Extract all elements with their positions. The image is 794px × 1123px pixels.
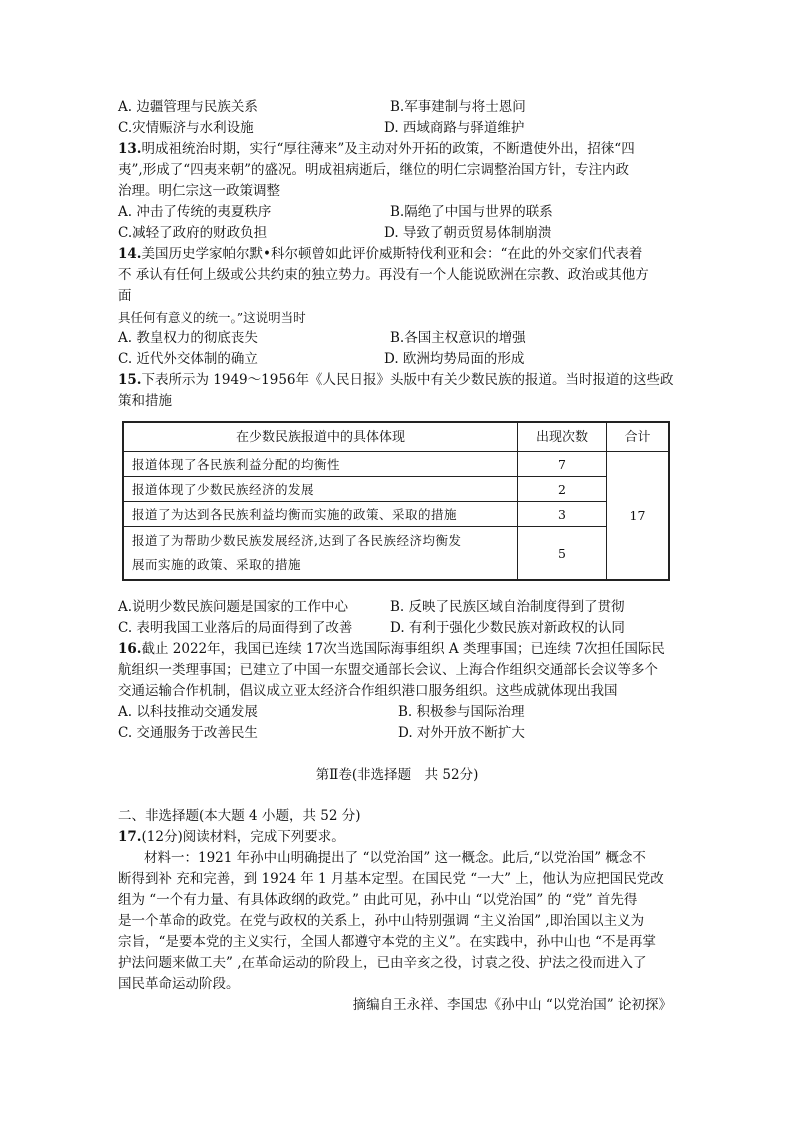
- q17-source-citation: 摘编自王永祥、李国忠《孙中山 “以党治国” 论初探》: [352, 997, 672, 1013]
- q14-option-b: B.各国主权意识的增强: [390, 330, 526, 346]
- table-header-desc: 在少数民族报道中的具体体现: [123, 422, 518, 452]
- q16-stem-line-3: 交通运输合作机制，倡议成立亚太经济合作组织港口服务组织。这些成就体现出我国: [118, 683, 618, 699]
- table-cell-desc-line-2: 展而实施的政策、采取的措施: [132, 557, 302, 572]
- table-cell-desc: [123, 527, 518, 581]
- q12-option-a: A. 边疆管理与民族关系: [118, 99, 258, 115]
- q17-material-line-5: 宗旨，“是要本党的主义实行，全国人都遵守本党的主义”。在实践中，孙中山也 “不是再掌: [118, 934, 656, 950]
- question-number: 14.: [118, 246, 142, 262]
- section-2-heading: 二、非选择题(本大题 4 小题，共 52 分): [118, 808, 361, 824]
- q14-stem-line-3: 面: [118, 288, 132, 304]
- q13-stem-line-1: 13.明成祖统治时期，实行“厚往薄来”及主动对外开拓的政策，不断遣使外出，招徕“四: [118, 141, 635, 157]
- q14-stem-line-1: 14.美国历史学家帕尔默•科尔顿曾如此评价威斯特伐利亚和会：“在此的外交家们代表着: [118, 246, 643, 262]
- q12-option-c: C.灾情赈济与水利设施: [118, 120, 254, 136]
- table-row: [123, 527, 669, 581]
- table-cell-count: 7: [518, 452, 607, 477]
- q17-material-line-6: 护法问题来做工夫” ,在革命运动的阶段上，已由辛亥之役，讨袁之役、护法之役而进入了: [118, 955, 647, 971]
- table-cell-desc-line-1: 报道了为帮助少数民族发展经济,达到了各民族经济均衡发: [132, 533, 462, 548]
- q15-option-b: B. 反映了民族区域自治制度得到了贯彻: [390, 599, 625, 615]
- table-header-row: [123, 422, 669, 452]
- q16-option-b: B. 积极参与国际治理: [398, 704, 525, 720]
- q13-option-c: C.减轻了政府的财政负担: [118, 225, 268, 241]
- q17-material-line-2: 断得到补 充和完善，到 1924 年 1 月基本定型。在国民党 “一大” 上，他认为应把国民党改: [118, 871, 664, 887]
- table-cell-desc: 报道体现了少数民族经济的发展: [123, 477, 518, 502]
- table-row: [123, 452, 669, 477]
- q14-option-d: D. 欧洲均势局面的形成: [384, 351, 525, 367]
- table-row: [123, 502, 669, 527]
- q13-option-b: B.隔绝了中国与世界的联系: [390, 204, 553, 220]
- question-number: 15.: [118, 372, 142, 388]
- question-number: 17.: [118, 829, 142, 845]
- q13-option-a: A. 冲击了传统的夷夏秩序: [118, 204, 272, 220]
- q16-stem-line-2: 航组织一类理事国；已建立了中国一东盟交通部长会议、上海合作组织交通部长会议等多个: [118, 662, 658, 678]
- q16-option-a: A. 以科技推动交通发展: [118, 704, 258, 720]
- q12-option-b: B.军事建制与将士恩问: [390, 99, 526, 115]
- part-2-title: 第Ⅱ卷(非选择题 共 52分): [315, 767, 479, 783]
- q13-stem-line-3: 治理。明仁宗这一政策调整: [118, 183, 280, 199]
- table-cell-total: 17: [607, 452, 670, 581]
- q17-heading: 17.(12分)阅读材料，完成下列要求。: [118, 829, 345, 845]
- question-number: 16.: [118, 641, 142, 657]
- table-header-total: 合计: [607, 422, 670, 452]
- q16-stem-line-1: 16.截止 2022年，我国已连续 17次当选国际海事组织 A 类理事国；已连续 7次担任国际民: [118, 641, 665, 657]
- table-cell-count: 2: [518, 477, 607, 502]
- q14-stem-line-2: 不 承认有任何上级或公共约束的独立势力。再没有一个人能说欧洲在宗教、政治或其他方: [118, 267, 649, 283]
- q17-material-line-4: 是一个革命的政党。在党与政权的关系上，孙中山特别强调 “主义治国” ,即治国以主义为: [118, 913, 645, 929]
- q12-option-d: D. 西域商路与驿道维护: [384, 120, 525, 136]
- q16-option-c: C. 交通服务于改善民生: [118, 725, 258, 741]
- q15-option-c: C. 表明我国工业落后的局面得到了改善: [118, 620, 353, 636]
- q14-option-c: C. 近代外交体制的确立: [118, 351, 258, 367]
- table-cell-count: 5: [518, 527, 607, 581]
- q15-option-a: A.说明少数民族问题是国家的工作中心: [118, 599, 349, 615]
- q15-stem-line-1: 15.下表所示为 1949～1956年《人民日报》头版中有关少数民族的报道。当时报道的这些政: [118, 372, 674, 388]
- q14-stem-line-4: 具任何有意义的统一。”这说明当时: [118, 310, 306, 325]
- q15-option-d: D. 有利于强化少数民族对新政权的认同: [390, 620, 625, 636]
- q17-material-line-7: 国民革命运动阶段。: [118, 976, 240, 992]
- q17-material-line-1: 材料一：1921 年孙中山明确提出了 “以党治国” 这一概念。此后,“以党治国” 概念不: [144, 850, 646, 866]
- q15-stem-line-2: 策和措施: [118, 393, 172, 409]
- q17-material-line-3: 组为 “一个有力量、有具体政纲的政党。” 由此可见，孙中山 “以党治国” 的 “党” 首先得: [118, 892, 638, 908]
- q15-data-table: [122, 421, 670, 581]
- table-header-count: 出现次数: [518, 422, 607, 452]
- table-cell-desc: 报道了为达到各民族利益均衡而实施的政策、采取的措施: [123, 502, 518, 527]
- table-cell-desc: 报道体现了各民族利益分配的均衡性: [123, 452, 518, 477]
- table-row: [123, 477, 669, 502]
- table-cell-count: 3: [518, 502, 607, 527]
- q14-option-a: A. 教皇权力的彻底丧失: [118, 330, 258, 346]
- q13-stem-line-2: 夷”,形成了“四夷来朝”的盛况。明成祖病逝后，继位的明仁宗调整治国方针，专注内政: [118, 162, 629, 178]
- q16-option-d: D. 对外开放不断扩大: [398, 725, 525, 741]
- question-number: 13.: [118, 141, 142, 157]
- q13-option-d: D. 导致了朝贡贸易体制崩溃: [384, 225, 552, 241]
